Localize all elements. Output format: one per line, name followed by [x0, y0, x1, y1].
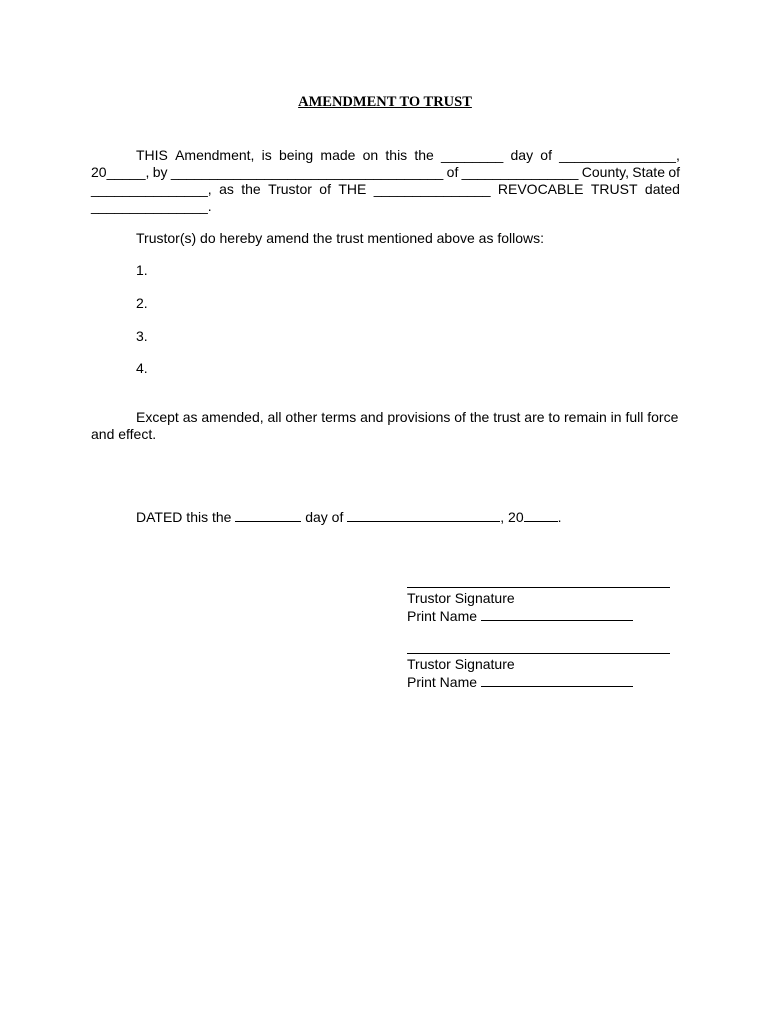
print-name-label: Print Name	[407, 674, 478, 690]
intro-word: day	[510, 147, 534, 163]
intro-word: REVOCABLE	[497, 181, 584, 197]
intro-word: THIS	[136, 147, 168, 163]
signature-line-1	[407, 587, 670, 588]
blank-state: _______________,	[91, 181, 212, 197]
dated-prefix: DATED this the	[136, 509, 232, 525]
amendment-item-3: 3.	[136, 328, 148, 344]
intro-word: being	[278, 147, 314, 163]
print-name-2	[407, 673, 633, 691]
dated-period: .	[557, 509, 562, 525]
intro-word: Trustor	[268, 181, 312, 197]
intro-line-1	[136, 147, 680, 164]
intro-word: made	[320, 147, 356, 163]
signature-line-2	[407, 653, 670, 654]
intro-word: this	[385, 147, 408, 163]
intro-line-2	[91, 164, 680, 181]
amendment-item-2: 2.	[136, 295, 148, 311]
amend-intro-text: Trustor(s) do hereby amend the trust mentioned above as follows:	[136, 230, 545, 246]
blank-dated-year	[524, 508, 558, 522]
intro-word: of	[446, 164, 459, 180]
intro-word: on	[362, 147, 379, 163]
intro-word: dated	[644, 181, 680, 197]
blank-day: ________	[441, 147, 504, 163]
intro-line-3	[91, 181, 680, 198]
blank-dated-day	[235, 508, 301, 522]
blank-print-name-1	[481, 607, 633, 621]
blank-county: _______________	[461, 164, 579, 180]
blank-month: _______________,	[559, 147, 680, 163]
intro-word: of	[319, 181, 331, 197]
intro-word: TRUST	[590, 181, 638, 197]
intro-word: County,	[581, 164, 629, 180]
signature-label-1: Trustor Signature	[407, 590, 515, 606]
intro-word: as	[219, 181, 234, 197]
intro-word: is	[261, 147, 272, 163]
intro-word: Amendment,	[175, 147, 255, 163]
signature-label-2: Trustor Signature	[407, 656, 515, 672]
amendment-item-4: 4.	[136, 360, 148, 376]
intro-word: State	[632, 164, 665, 180]
blank-dated-month	[347, 508, 500, 522]
dated-year-prefix: , 20	[500, 509, 524, 525]
blank-trustor-name: ___________________________________	[170, 164, 444, 180]
print-name-1	[407, 607, 633, 625]
blank-trust-name: _______________	[373, 181, 491, 197]
blank-trust-date: _______________.	[91, 198, 212, 214]
except-line-1: Except as amended, all other terms and provisions of the trust are to remain in full force	[136, 409, 679, 425]
blank-year: 20_____,	[91, 164, 150, 180]
print-name-label: Print Name	[407, 608, 478, 624]
dated-day-of: day of	[305, 509, 344, 525]
intro-word: by	[152, 164, 168, 180]
except-line-2: and effect.	[91, 426, 157, 442]
amendment-item-1: 1.	[136, 262, 148, 278]
intro-word: THE	[338, 181, 367, 197]
blank-print-name-2	[481, 673, 633, 687]
dated-line	[136, 508, 562, 526]
intro-word: the	[241, 181, 261, 197]
intro-word: the	[414, 147, 434, 163]
intro-word: of	[540, 147, 552, 163]
page-title: AMENDMENT TO TRUST	[298, 94, 472, 110]
intro-word: of	[668, 164, 680, 180]
